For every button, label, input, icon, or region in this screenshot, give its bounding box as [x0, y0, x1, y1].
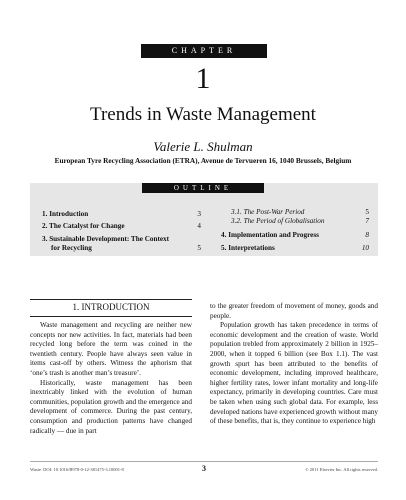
chapter-label: CHAPTER [141, 44, 267, 58]
section-heading: 1. INTRODUCTION [72, 302, 150, 312]
paragraph: Historically, waste management has been inextricably linked with the evolution of human communities, population growth and the emergence and development of commerce. During the past century, consumption and production patterns have changed radically — due in part [30, 378, 192, 435]
outline-page: 8 [365, 231, 369, 239]
outline-item[interactable]: 5. Interpretations [221, 244, 275, 252]
outline-page: 10 [361, 244, 369, 252]
left-column [30, 321, 192, 436]
paragraph: Waste management and recycling are neither new concepts nor new activities. In fact, materials had been recycled long before the term was coined in the twentieth century. People have always seen value in items cast-off by others. Witness the aphorism that ‘one’s trash is another man’s treasure’. [30, 321, 192, 377]
outline-item[interactable]: 2. The Catalyst for Change [42, 222, 125, 230]
outline-item[interactable]: 4. Implementation and Progress [221, 231, 319, 239]
page-number: 3 [202, 464, 206, 473]
outline-page: 7 [365, 217, 369, 225]
right-column [210, 302, 378, 427]
outline-page: 5 [197, 244, 201, 252]
paragraph: Population growth has taken precedence in terms of economic development and the creation of waste. World population trebled from approximately 2 billion in 1925–2000, when it topped 6 billion (see Box 1.1). The vast growth spurt has been attributed to the benefits of economic development, including improved healthcare, higher fertility rates, lower infant mortality and long-life expectancy, primarily in developing countries. Care must be taken when using such global data. For example, less developed nations have experienced growth without many of these benefits, that is, they continue to experience high [210, 321, 378, 426]
footer-copyright: © 2011 Elsevier Inc. All rights reserved. [305, 467, 378, 472]
outline-page: 3 [197, 210, 201, 218]
outline-item-continued[interactable]: for Recycling [51, 244, 92, 252]
outline-subitem[interactable]: 3.2. The Period of Globalisation [231, 217, 325, 225]
outline-page: 4 [197, 222, 201, 230]
paragraph: to the greater freedom of movement of money, goods and people. [210, 302, 378, 320]
outline-label: OUTLINE [142, 183, 264, 193]
chapter-title: Trends in Waste Management [90, 104, 316, 125]
outline-item[interactable]: 3. Sustainable Development: The Context [42, 235, 170, 243]
outline-page: 5 [365, 208, 369, 216]
author-name: Valerie L. Shulman [153, 139, 253, 154]
chapter-number: 1 [195, 62, 211, 95]
author-affiliation: European Tyre Recycling Association (ETRA), Avenue de Tervueren 16, 1040 Brussels, Belgium [54, 156, 352, 165]
outline-item[interactable]: 1. Introduction [42, 210, 89, 218]
footer-doi: Waste. DOI: 10.1016/B978-0-12-381475-3.10001-8 [30, 467, 124, 472]
footer-rule [30, 461, 378, 462]
outline-subitem[interactable]: 3.1. The Post-War Period [231, 208, 305, 216]
